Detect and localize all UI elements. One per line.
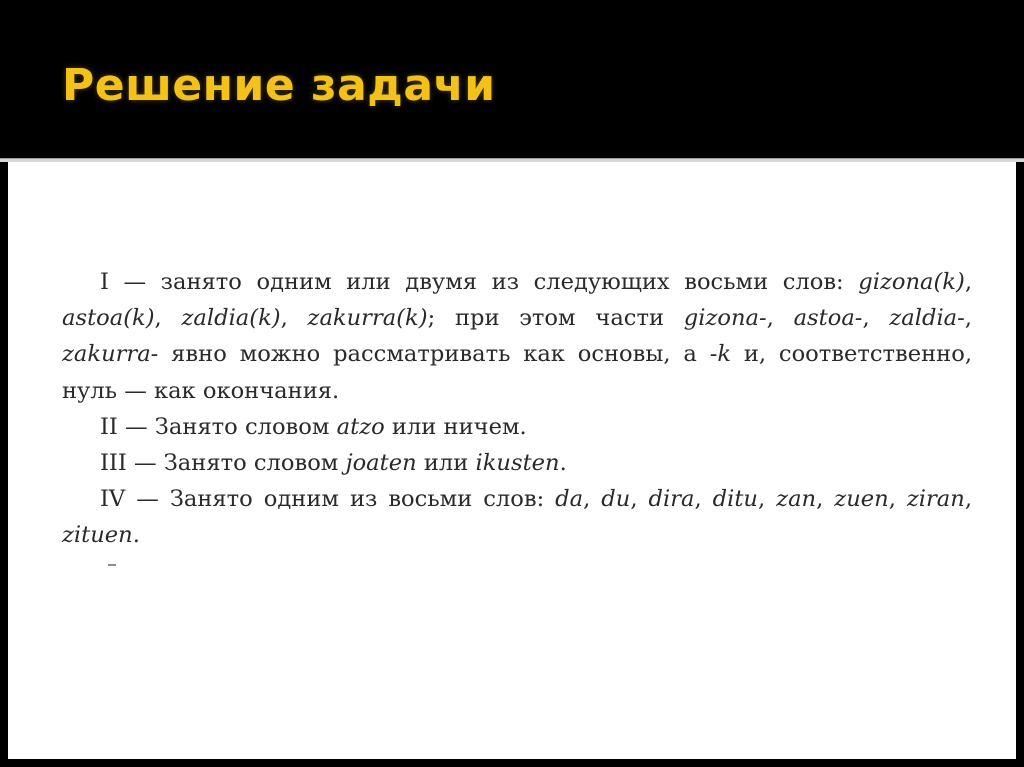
content-area: [8, 162, 1016, 759]
basque-word: astoa-: [793, 305, 863, 332]
basque-word: du: [601, 486, 631, 513]
text-run: ,: [694, 486, 713, 513]
basque-word: atzo: [336, 413, 385, 440]
title-bar: [0, 0, 1024, 158]
text-run: ,: [280, 305, 308, 332]
basque-word: ikusten: [475, 450, 560, 477]
basque-word: joaten: [345, 450, 417, 477]
basque-word: ditu: [712, 486, 758, 513]
solution-text: [62, 264, 972, 554]
basque-word: zakurra-: [62, 341, 159, 368]
basque-word: zuen: [834, 486, 889, 513]
text-run: ,: [630, 486, 649, 513]
text-run: ,: [964, 269, 972, 295]
text-run: ,: [964, 486, 973, 513]
text-run: .: [132, 522, 140, 549]
text-run: ,: [888, 486, 907, 513]
text-run: ,: [766, 305, 794, 332]
basque-word: astoa(k): [62, 305, 155, 332]
basque-word: dira: [648, 486, 695, 513]
text-run: или: [416, 450, 476, 477]
text-run: II — Занято словом: [100, 413, 337, 440]
cropped-text-mark: [108, 564, 116, 566]
slide-title: Решение задачи: [62, 60, 496, 111]
basque-word: zan: [776, 486, 817, 513]
text-run: и, соответственно, нуль — как окончания.: [62, 341, 973, 404]
basque-suffix: -k: [709, 341, 732, 368]
text-run: ,: [964, 305, 972, 332]
text-run: явно можно рассматривать как основы, а: [158, 341, 710, 368]
basque-word: zaldia(k): [181, 305, 281, 332]
paragraph-position-3: [62, 445, 972, 481]
text-run: ,: [816, 486, 835, 513]
text-run: I — занято одним или двумя из следующих восьми слов:: [100, 269, 859, 295]
text-run: ; при этом части: [427, 305, 684, 332]
basque-word: gizona(k): [858, 269, 965, 295]
text-run: или ничем.: [384, 413, 527, 440]
text-run: ,: [154, 305, 182, 332]
text-run: ,: [583, 486, 602, 513]
text-run: ,: [757, 486, 777, 513]
basque-word: zituen: [62, 522, 133, 549]
text-run: .: [559, 450, 567, 477]
paragraph-position-4: [62, 481, 972, 553]
basque-word: ziran: [906, 486, 965, 513]
basque-word: zaldia-: [889, 305, 965, 332]
text-run: III — Занято словом: [100, 450, 346, 477]
paragraph-position-1: [62, 264, 972, 409]
text-run: IV — Занято одним из восьми слов:: [100, 486, 556, 513]
basque-word: da: [555, 486, 584, 513]
paragraph-position-2: [62, 409, 972, 445]
basque-word: zakurra(k): [307, 305, 428, 332]
basque-word: gizona-: [683, 305, 767, 332]
text-run: ,: [862, 305, 890, 332]
